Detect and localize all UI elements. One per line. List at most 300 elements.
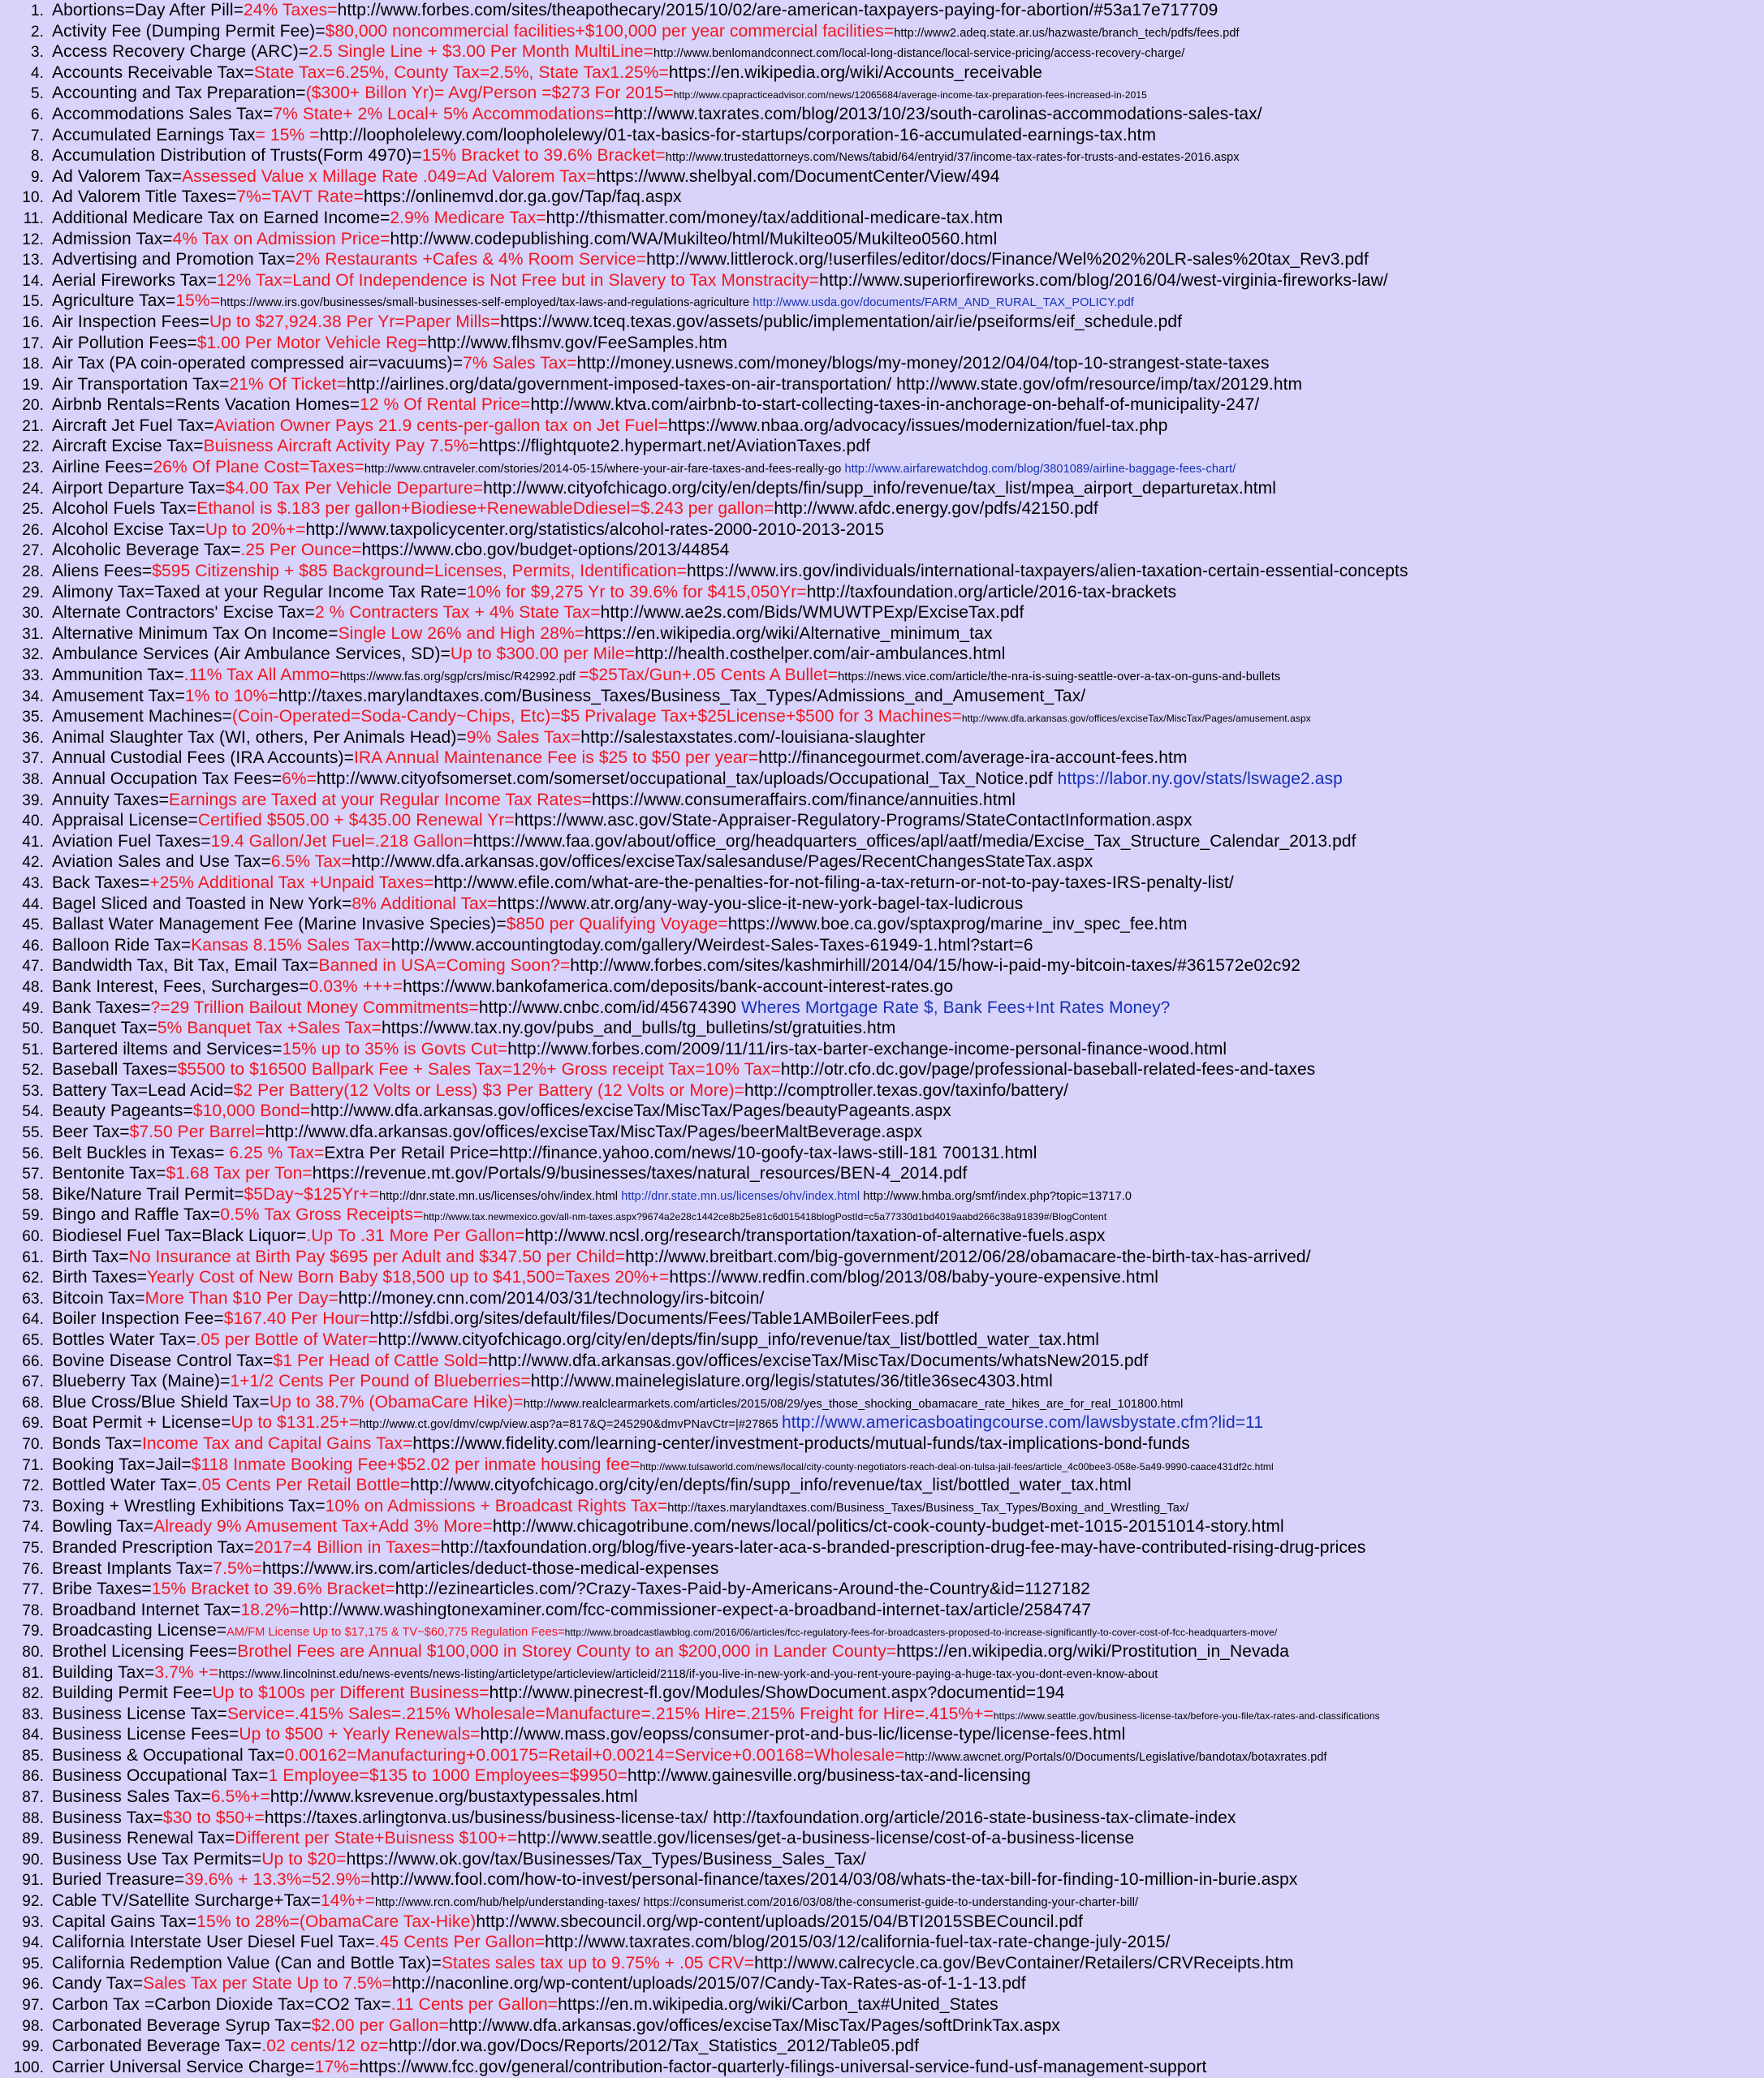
source-link[interactable]: https://en.wikipedia.org/wiki/Accounts_receivable	[668, 63, 1043, 82]
source-link[interactable]: http://loopholelewy.com/loopholelewy/01-tax-basics-for-startups/corporation-16-accumulated-earnings-tax.htm	[319, 125, 1157, 144]
item-text	[52, 1059, 1315, 1080]
source-link[interactable]: https://www.atr.org/any-way-you-slice-it-new-york-bagel-tax-ludicrous	[497, 894, 1024, 913]
source-link[interactable]: http://www.awcnet.org/Portals/0/Documents/Legislative/bandotax/botaxrates.pdf	[904, 1750, 1327, 1764]
list-item	[11, 1890, 1764, 1912]
list-item	[11, 41, 1764, 63]
item-text	[52, 894, 1023, 915]
tax-name-text: Air Transportation Tax=	[52, 374, 230, 394]
tax-rate-text: 0.5% Tax Gross Receipts=	[220, 1205, 424, 1225]
list-item	[11, 1787, 1764, 1808]
tax-name-text: Birth Tax=	[52, 1247, 129, 1266]
item-number: 65.	[22, 1332, 44, 1349]
list-item	[11, 1912, 1764, 1933]
item-number: 30.	[22, 605, 44, 623]
item-number: 88.	[22, 1809, 44, 1827]
tax-rate-text: =$25Tax/Gun+.05 Cents A Bullet=	[579, 666, 839, 684]
source-link[interactable]: http://www.afdc.energy.gov/pdfs/42150.pdf	[774, 499, 1098, 519]
source-link[interactable]: http://www.americasboatingcourse.com/lawsbystate.cfm?lid=11	[781, 1413, 1264, 1433]
item-text	[52, 436, 870, 457]
tax-name-text: Broadband Internet Tax=	[52, 1600, 241, 1619]
source-link[interactable]: https://www.tceq.texas.gov/assets/public/implementation/air/ie/pseiforms/eif_schedule.pdf	[500, 312, 1183, 331]
list-item	[11, 83, 1764, 104]
source-link[interactable]: http://www.trustedattorneys.com/News/tabid/64/entryid/37/income-tax-rates-for-trusts-and-estates-2016.aspx	[665, 151, 1240, 165]
item-text	[52, 1600, 1091, 1621]
source-link[interactable]: http://dnr.state.mn.us/licenses/ohv/index.html	[379, 1189, 622, 1203]
item-number: 53.	[22, 1082, 44, 1100]
tax-entry-list	[11, 0, 1764, 2077]
item-number: 97.	[22, 1997, 44, 2014]
item-text	[52, 498, 1098, 520]
source-link[interactable]: http://www.dfa.arkansas.gov/offices/exciseTax/MiscTax/Documents/whatsNew2015.pdf	[488, 1351, 1149, 1370]
source-link[interactable]: http://www.mass.gov/eopss/consumer-prot-and-bus-lic/license-type/license-fees.html	[480, 1725, 1126, 1744]
source-link[interactable]: http://www.benlomandconnect.com/local-long-distance/local-service-pricing/access-recovery-charge/	[653, 47, 1185, 61]
tax-name-text: Additional Medicare Tax on Earned Income=	[52, 208, 390, 227]
source-link[interactable]: https://www.irs.gov/businesses/small-businesses-self-employed/tax-laws-and-regulations-agriculture	[220, 296, 753, 310]
source-link[interactable]: http://www.forbes.com/sites/theapothecary/2015/10/02/are-american-taxpayers-paying-for-abortion/#53a17e717709	[337, 1, 1218, 19]
tax-rate-text: $5Day~$125Yr+=	[244, 1184, 380, 1204]
item-number: 45.	[22, 916, 44, 934]
tax-rate-text: 15% Bracket to 39.6% Bracket=	[151, 1580, 395, 1599]
item-text	[52, 1724, 1125, 1745]
item-text	[52, 1765, 1031, 1787]
source-link[interactable]: http://thismatter.com/money/tax/additional-medicare-tax.htm	[546, 208, 1003, 227]
tax-name-text: Bitcoin Tax=	[52, 1288, 145, 1308]
list-item	[11, 851, 1764, 873]
item-text	[52, 706, 1311, 727]
tax-name-text: Bonds Tax=	[52, 1433, 142, 1453]
source-link[interactable]: http://naconline.org/wp-content/uploads/2015/07/Candy-Tax-Rates-as-of-1-1-13.pdf	[391, 1974, 1026, 1994]
tax-rate-text: 14%+=	[320, 1891, 375, 1911]
source-link[interactable]: https://www.fas.org/sgp/crs/misc/R42992.pdf	[339, 670, 580, 683]
source-link[interactable]: https://www.asc.gov/State-Appraiser-Regulatory-Programs/StateContactInformation.aspx	[514, 811, 1193, 830]
item-number: 41.	[22, 833, 44, 851]
source-link[interactable]: http://dnr.state.mn.us/licenses/ohv/index.html	[621, 1189, 864, 1203]
list-item	[11, 1267, 1764, 1288]
source-link[interactable]: http://www.efile.com/what-are-the-penalties-for-not-filing-a-tax-return-or-not-to-pay-taxes-IRS-penalty-list/	[433, 873, 1234, 892]
source-link[interactable]: https://labor.ny.gov/stats/lswage2.asp	[1057, 769, 1343, 788]
source-link[interactable]: http://www.taxrates.com/blog/2013/10/23/south-carolinas-accommodations-sales-tax/	[614, 104, 1262, 123]
source-link[interactable]: http://www.rcn.com/hub/help/understanding-taxes/ https://consumerist.com/2016/03/08/the-consumerist-guide-to-understanding-your-charter-bill/	[375, 1896, 1139, 1910]
tax-name-text: Battery Tax=Lead Acid=	[52, 1080, 234, 1100]
item-number: 70.	[22, 1435, 44, 1453]
source-link[interactable]: https://www.boe.ca.gov/sptaxprog/marine_inv_spec_fee.htm	[727, 915, 1188, 934]
item-text	[52, 1455, 1274, 1476]
item-number: 77.	[22, 1581, 44, 1599]
source-link[interactable]: https://www.tax.ny.gov/pubs_and_bulls/tg_bulletins/st/gratuities.htm	[382, 1019, 896, 1038]
source-link[interactable]: http://www.realclearmarkets.com/articles/2015/08/29/yes_those_shocking_obamacare_rate_hikes_are_for_real_101800.html	[523, 1397, 1184, 1411]
tax-name-text: Beauty Pageants=	[52, 1102, 193, 1121]
source-link[interactable]: https://en.wikipedia.org/wiki/Prostitution_in_Nevada	[896, 1641, 1289, 1661]
tax-name-text: Broadcasting License=	[52, 1621, 227, 1640]
source-link[interactable]: http://www.ktva.com/airbnb-to-start-collecting-taxes-in-anchorage-on-behalf-of-municipality-247/	[530, 395, 1260, 415]
source-link[interactable]: http://www.cityofchicago.org/city/en/depts/fin/supp_info/revenue/tax_list/bottled_water_tax.html	[377, 1330, 1100, 1349]
source-link[interactable]: http://www.cityofchicago.org/city/en/depts/fin/supp_info/revenue/tax_list/bottled_water_tax.html	[410, 1476, 1132, 1495]
tax-rate-text: Ethanol is $.183 per gallon+Biodiese+RenewableDdiesel=$.243 per gallon=	[196, 499, 774, 519]
tax-rate-text: 5% Banquet Tax +Sales Tax=	[157, 1019, 382, 1038]
tax-rate-text: IRA Annual Maintenance Fee is $25 to $50 per year=	[353, 748, 759, 768]
source-link[interactable]: http://ezinearticles.com/?Crazy-Taxes-Paid-by-Americans-Around-the-Country&id=1127182	[395, 1580, 1090, 1599]
item-number: 11.	[23, 209, 44, 227]
tax-rate-text: Certified $505.00 + $435.00 Renewal Yr=	[197, 811, 515, 830]
item-number: 26.	[22, 521, 44, 539]
tax-rate-text: 19.4 Gallon/Jet Fuel=.218 Gallon=	[210, 831, 473, 851]
item-number: 8.	[30, 148, 44, 166]
source-link[interactable]: http://www.tax.newmexico.gov/all-nm-taxes.aspx?9674a2e28c1442ce8b25e81c6d015418blogPostId=c5a77330d1bd4019aabd266c38a91839#/BlogContent	[423, 1211, 1107, 1223]
source-link[interactable]: https://www.consumeraffairs.com/finance/annuities.html	[592, 790, 1016, 809]
tax-rate-text: More Than $10 Per Day=	[144, 1288, 339, 1308]
list-item	[11, 291, 1764, 312]
item-number: 5.	[30, 85, 44, 103]
source-link[interactable]: http://www.tulsaworld.com/news/local/city-county-negotiators-reach-deal-on-tulsa-jail-fees/article_4c00bee3-058e-5a49-9990-caace431df2c.html	[640, 1460, 1274, 1472]
item-number: 71.	[22, 1456, 44, 1474]
tax-rate-text: 18.2%=	[240, 1600, 300, 1619]
list-item	[11, 1433, 1764, 1455]
tax-name-text: California Redemption Value (Can and Bottle Tax)=	[52, 1953, 442, 1972]
source-link[interactable]: http://www.flhsmv.gov/FeeSamples.htm	[427, 333, 727, 352]
tax-rate-text: .Up To .31 More Per Gallon=	[306, 1227, 525, 1246]
item-text	[52, 1869, 1298, 1890]
tax-name-text: Belt Buckles in Texas=	[52, 1143, 225, 1162]
tax-rate-text: 2.5 Single Line + $3.00 Per Month MultiLine=	[308, 42, 653, 62]
item-number: 100.	[13, 2059, 44, 2076]
list-item	[11, 498, 1764, 520]
source-link[interactable]: http://www.ct.gov/dmv/cwp/view.asp?a=817&Q=245290&dmvPNavCtr=|#27865	[359, 1418, 782, 1432]
item-text	[52, 21, 1240, 42]
item-number: 49.	[22, 999, 44, 1017]
item-number: 43.	[22, 874, 44, 892]
tax-name-text: Branded Prescription Tax=	[52, 1537, 255, 1557]
item-text	[52, 41, 1184, 63]
source-link[interactable]: http://taxes.marylandtaxes.com/Business_Taxes/Business_Tax_Types/Boxing_and_Wrestling_Tax/	[667, 1501, 1189, 1515]
tax-rate-text: 2.9% Medicare Tax=	[390, 208, 546, 227]
tax-rate-text: Earnings are Taxed at your Regular Income Tax Rates=	[169, 790, 592, 809]
source-link[interactable]: https://revenue.mt.gov/Portals/9/businesses/taxes/natural_resources/BEN-4_2014.pdf	[312, 1164, 968, 1183]
tax-name-text: Air Pollution Fees=	[52, 333, 197, 352]
item-text	[52, 1184, 1132, 1205]
tax-name-text: Blue Cross/Blue Shield Tax=	[52, 1392, 270, 1412]
item-text	[52, 976, 953, 998]
source-link[interactable]: http://financegourmet.com/average-ira-account-fees.htm	[758, 748, 1188, 768]
list-item	[11, 1579, 1764, 1600]
tax-name-text: Boiler Inspection Fee=	[52, 1309, 224, 1329]
source-link[interactable]: https://www.shelbyal.com/DocumentCenter/View/494	[596, 166, 1000, 186]
list-item	[11, 1765, 1764, 1787]
item-number: 37.	[22, 750, 44, 768]
list-item	[11, 457, 1764, 478]
tax-name-text: Ad Valorem Title Taxes=	[52, 188, 237, 207]
tax-name-text: Ballast Water Management Fee (Marine Invasive Species)=	[52, 915, 507, 934]
source-link[interactable]: http://www.dfa.arkansas.gov/offices/exciseTax/MiscTax/Pages/softDrinkTax.aspx	[448, 2015, 1060, 2035]
source-link[interactable]: http://salestaxstates.com/-louisiana-slaughter	[580, 727, 926, 747]
source-link[interactable]: http://www.fool.com/how-to-invest/personal-finance/taxes/2014/03/08/whats-the-tax-bill-for-finding-10-million-in-burie.aspx	[370, 1870, 1298, 1890]
item-number: 1.	[30, 2, 44, 19]
tax-rate-text: 10% for $9,275 Yr to 39.6% for $415,050Yr=	[466, 582, 807, 601]
source-link[interactable]: http://www.ae2s.com/Bids/WMUWTPExp/ExciseTax.pdf	[600, 603, 1024, 623]
item-text	[52, 520, 884, 541]
item-number: 17.	[22, 334, 44, 352]
source-link[interactable]: http://www.littlerock.org/!userfiles/editor/docs/Finance/Wel%202%20LR-sales%20tax_Rev3.pdf	[646, 250, 1369, 269]
item-text	[52, 935, 1033, 956]
item-text	[52, 1704, 1380, 1725]
source-link[interactable]: https://onlinemvd.dor.ga.gov/Tap/faq.aspx	[363, 188, 682, 207]
tax-name-text: Carbonated Beverage Syrup Tax=	[52, 2015, 312, 2035]
source-link[interactable]: http://www.cntraveler.com/stories/2014-05-15/where-your-air-fare-taxes-and-fees-really-go	[364, 463, 845, 476]
source-link[interactable]: https://www.fidelity.com/learning-center/investment-products/mutual-funds/tax-implications-bond-funds	[412, 1433, 1190, 1453]
source-link[interactable]: https://www.irs.com/articles/deduct-those-medical-expenses	[261, 1558, 719, 1578]
source-link[interactable]: http://www.ksrevenue.org/bustaxtypessales.html	[270, 1787, 638, 1807]
source-link[interactable]: https://flightquote2.hypermart.net/AviationTaxes.pdf	[478, 437, 871, 456]
item-number: 29.	[22, 584, 44, 601]
tax-rate-text: 6.5% Tax=	[270, 852, 352, 872]
tax-rate-text: States sales tax up to 9.75% + .05 CRV=	[441, 1953, 755, 1972]
tax-rate-text: 15% to 28%=(ObamaCare Tax-Hike)	[196, 1912, 477, 1931]
list-item	[11, 1662, 1764, 1684]
source-link[interactable]: https://www.nbaa.org/advocacy/issues/modernization/fuel-tax.php	[667, 416, 1168, 435]
source-link[interactable]: http://www.forbes.com/2009/11/11/irs-tax-barter-exchange-income-personal-finance-wood.html	[507, 1039, 1227, 1058]
tax-rate-text: 4% Tax on Admission Price=	[172, 229, 390, 248]
item-text	[52, 831, 1356, 852]
list-item	[11, 1516, 1764, 1537]
source-link[interactable]: http://www2.adeq.state.ar.us/hazwaste/branch_tech/pdfs/fees.pdf	[894, 26, 1240, 40]
tax-name-text: Annuity Taxes=	[52, 790, 170, 809]
source-link[interactable]: http://www.chicagotribune.com/news/local/politics/ct-cook-county-budget-met-1015-20151014-story.html	[492, 1517, 1284, 1537]
source-link[interactable]: https://www.fcc.gov/general/contribution-factor-quarterly-filings-universal-service-fund-usf-management-support	[359, 2057, 1207, 2076]
item-text	[52, 394, 1259, 416]
source-link[interactable]: http://www.superiorfireworks.com/blog/2016/04/west-virginia-fireworks-law/	[819, 270, 1388, 290]
list-item	[11, 478, 1764, 499]
item-number: 46.	[22, 937, 44, 955]
tax-name-text: Air Tax (PA coin-operated compressed air=vacuums)=	[52, 354, 464, 373]
source-link[interactable]: http://www.mainelegislature.org/legis/statutes/36/title36sec4303.html	[530, 1372, 1053, 1391]
tax-name-text: Booking Tax=Jail=	[52, 1455, 192, 1474]
list-item	[11, 1537, 1764, 1558]
source-link[interactable]: https://www.redfin.com/blog/2013/08/baby-youre-expensive.html	[669, 1268, 1159, 1287]
item-number: 12.	[22, 231, 44, 248]
list-item	[11, 727, 1764, 748]
source-link[interactable]: https://www.seattle.gov/business-license-tax/before-you-file/tax-rates-and-classifications	[993, 1709, 1380, 1722]
tax-name-text: Bingo and Raffle Tax=	[52, 1205, 221, 1225]
source-link[interactable]: https://taxes.arlingtonva.us/business/business-license-tax/ http://taxfoundation.org/article/2016-state-business-tax-climate-index	[264, 1808, 1236, 1827]
tax-name-text: Amusement Machines=	[52, 707, 232, 726]
list-item	[11, 1641, 1764, 1662]
source-link[interactable]: http://www.cityofsomerset.com/somerset/occupational_tax/uploads/Occupational_Tax_Notice.pdf	[317, 769, 1058, 788]
tax-rate-text: 39.6% + 13.3%=52.9%=	[184, 1870, 371, 1890]
item-text	[52, 1392, 1183, 1413]
tax-name-text: Agriculture Tax=	[52, 291, 176, 311]
tax-rate-text: 21% Of Ticket=	[229, 374, 347, 394]
list-item	[11, 810, 1764, 831]
source-link[interactable]: http://www.broadcastlawblog.com/2016/06/articles/fcc-regulatory-fees-for-broadcasters-proposed-to-increase-significantly-to-cover-cost-of-fcc-headquarters-move/	[564, 1627, 1278, 1639]
item-number: 95.	[22, 1955, 44, 1972]
source-link[interactable]: http://www.seattle.gov/licenses/get-a-business-license/cost-of-a-business-license	[517, 1829, 1135, 1848]
source-link[interactable]: http://otr.cfo.dc.gov/page/professional-baseball-related-fees-and-taxes	[780, 1060, 1316, 1080]
item-number: 59.	[22, 1207, 44, 1225]
source-link[interactable]: http://www.accountingtoday.com/gallery/Weirdest-Sales-Taxes-61949-1.html?start=6	[390, 935, 1033, 955]
source-link[interactable]: http://taxes.marylandtaxes.com/Business_Taxes/Business_Tax_Types/Admissions_and_Amusement_Tax/	[278, 686, 1086, 705]
source-link[interactable]: http://www.dfa.arkansas.gov/offices/exciseTax/salesanduse/Pages/RecentChangesStateTax.aspx	[352, 852, 1093, 872]
list-item	[11, 21, 1764, 42]
item-number: 73.	[22, 1498, 44, 1515]
item-number: 52.	[22, 1062, 44, 1080]
item-text	[52, 1641, 1289, 1662]
list-item	[11, 1496, 1764, 1517]
source-link[interactable]: https://news.vice.com/article/the-nra-is-suing-seattle-over-a-tax-on-guns-and-bullets	[838, 670, 1281, 683]
item-number: 31.	[22, 625, 44, 643]
tax-rate-text: State Tax=6.25%, County Tax=2.5%, State Tax1.25%=	[253, 63, 669, 82]
tax-name-text: Candy Tax=	[52, 1974, 144, 1994]
source-link[interactable]: http://www.taxrates.com/blog/2015/03/12/california-fuel-tax-rate-change-july-2015/	[545, 1933, 1171, 1952]
list-item	[11, 1600, 1764, 1621]
tax-rate-text: $7.50 Per Barrel=	[129, 1123, 265, 1142]
source-link[interactable]: http://www.usda.gov/documents/FARM_AND_RURAL_TAX_POLICY.pdf	[753, 296, 1134, 310]
tax-rate-text: 15% up to 35% is Govts Cut=	[282, 1039, 508, 1058]
source-link[interactable]: http://www.gainesville.org/business-tax-and-licensing	[628, 1766, 1031, 1786]
source-link[interactable]: http://comptroller.texas.gov/taxinfo/battery/	[744, 1080, 1069, 1100]
source-link[interactable]: http://dor.wa.gov/Docs/Reports/2012/Tax_Statistics_2012/Table05.pdf	[388, 2037, 920, 2056]
list-item	[11, 1704, 1764, 1725]
source-link[interactable]: http://www.ncsl.org/research/transportation/taxation-of-alternative-fuels.aspx	[524, 1227, 1106, 1246]
source-link[interactable]: https://www.cbo.gov/budget-options/2013/44854	[361, 541, 730, 560]
source-link[interactable]: http://www.airfarewatchdog.com/blog/3801089/airline-baggage-fees-chart/	[844, 463, 1236, 476]
source-link[interactable]: http://www.cityofchicago.org/city/en/depts/fin/supp_info/revenue/tax_list/mpea_airport_departuretax.html	[483, 478, 1277, 498]
source-link[interactable]: http://www.codepublishing.com/WA/Mukilteo/html/Mukilteo05/Mukilteo0560.html	[390, 229, 998, 248]
tax-rate-text: (Coin-Operated=Soda-Candy~Chips, Etc)=$5 Privalage Tax+$25License+$500 for 3 Machines=	[231, 707, 962, 726]
item-text	[52, 1205, 1106, 1226]
source-link[interactable]: http://www.cpapracticeadvisor.com/news/12065684/average-income-tax-preparation-fees-increased-in-2015	[673, 89, 1147, 101]
tax-rate-text: 26% Of Plane Cost=Taxes=	[153, 458, 364, 477]
tax-rate-text: 6.25 % Tax=	[224, 1143, 325, 1162]
item-text	[52, 1143, 1037, 1164]
source-link[interactable]: https://www.lincolninst.edu/news-events/news-listing/articletype/articleview/articleid/2118/if-you-live-in-new-york-and-you-rent-youre-paying-a-huge-tax-you-dont-even-know-about	[218, 1667, 1158, 1681]
list-item	[11, 976, 1764, 998]
source-link[interactable]: http://www.cnbc.com/id/45674390	[478, 998, 741, 1017]
item-number: 40.	[22, 813, 44, 830]
source-link[interactable]: http://www.washingtonexaminer.com/fcc-commissioner-expect-a-broadband-internet-tax/article/2584747	[299, 1600, 1092, 1619]
source-link[interactable]: http://www.breitbart.com/big-government/2012/06/28/obamacare-the-birth-tax-has-arrived/	[625, 1247, 1311, 1266]
source-link[interactable]: http://www.taxpolicycenter.org/statistics/alcohol-rates-2000-2010-2013-2015	[305, 520, 885, 539]
tax-rate-text: Up to $131.25+=	[231, 1413, 360, 1433]
item-number: 56.	[22, 1145, 44, 1162]
item-text	[52, 1849, 866, 1870]
list-item	[11, 1205, 1764, 1226]
list-item	[11, 1620, 1764, 1641]
item-text	[52, 1101, 951, 1122]
item-text	[52, 1330, 1099, 1351]
list-item	[11, 894, 1764, 915]
item-text	[52, 914, 1188, 935]
item-text	[52, 873, 1234, 894]
item-text	[52, 187, 682, 208]
item-number: 93.	[22, 1913, 44, 1931]
tax-name-text: Business Use Tax Permits=	[52, 1849, 262, 1869]
source-link[interactable]: https://www.ok.gov/tax/Businesses/Tax_Types/Business_Sales_Tax/	[346, 1849, 866, 1869]
list-item	[11, 1371, 1764, 1392]
list-item	[11, 394, 1764, 416]
tax-rate-text: 0.03% +++=	[308, 976, 403, 996]
source-link[interactable]: http://www.calrecycle.ca.gov/BevContainer/Retailers/CRVReceipts.htm	[754, 1953, 1294, 1972]
item-number: 34.	[22, 688, 44, 705]
tax-rate-text: $2.00 per Gallon=	[311, 2015, 449, 2035]
source-link[interactable]: http://www.dfa.arkansas.gov/offices/exciseTax/MiscTax/Pages/beerMaltBeverage.aspx	[265, 1123, 923, 1142]
list-item	[11, 312, 1764, 333]
tax-name-text: Activity Fee (Dumping Permit Fee)=	[52, 21, 326, 41]
tax-rate-text: .05 per Bottle of Water=	[196, 1330, 378, 1349]
source-link[interactable]: http://www.pinecrest-fl.gov/Modules/ShowDocument.aspx?documentid=194	[489, 1684, 1065, 1703]
list-item	[11, 582, 1764, 603]
source-link[interactable]: https://www.irs.gov/individuals/international-taxpayers/alien-taxation-certain-essential-concepts	[686, 562, 1408, 581]
tax-name-text: Air Inspection Fees=	[52, 312, 210, 331]
item-number: 99.	[22, 2038, 44, 2056]
list-item	[11, 1392, 1764, 1413]
source-link[interactable]: http://sfdbi.org/sites/default/files/Documents/Fees/Table1AMBoilerFees.pdf	[369, 1309, 939, 1329]
source-link[interactable]: https://www.faa.gov/about/office_org/headquarters_offices/apl/aatf/media/Excise_Tax_Structure_Calendar_2013.pdf	[472, 831, 1356, 851]
list-item	[11, 955, 1764, 976]
tax-name-text: Carbon Tax =Carbon Dioxide Tax=CO2 Tax=	[52, 1995, 391, 2014]
tax-rate-text: Up to $27,924.38 Per Yr=Paper Mills=	[209, 312, 501, 331]
tax-rate-text: 2% Restaurants +Cafes & 4% Room Service=	[295, 250, 647, 269]
tax-name-text: Accounts Receivable Tax=	[52, 63, 254, 82]
source-link[interactable]: http://money.cnn.com/2014/03/31/technology/irs-bitcoin/	[338, 1288, 765, 1308]
item-text	[52, 727, 925, 748]
tax-rate-text: 15% Bracket to 39.6% Bracket=	[421, 146, 666, 166]
item-number: 10.	[22, 189, 44, 207]
item-text	[52, 1226, 1106, 1247]
tax-name-text: Business Renewal Tax=	[52, 1829, 235, 1848]
tax-name-text: Aviation Sales and Use Tax=	[52, 852, 271, 872]
item-text	[52, 229, 997, 250]
tax-rate-text: .11 Cents per Gallon=	[390, 1995, 559, 2014]
item-text	[52, 1620, 1277, 1641]
source-link[interactable]: http://www.sbecouncil.org/wp-content/uploads/2015/04/BTI2015SBECouncil.pdf	[476, 1912, 1083, 1931]
item-text	[52, 1475, 1132, 1496]
item-text	[52, 478, 1276, 499]
source-link[interactable]: http://www.hmba.org/smf/index.php?topic=13717.0	[863, 1189, 1132, 1203]
list-item	[11, 1247, 1764, 1268]
source-link[interactable]: http://www.dfa.arkansas.gov/offices/exciseTax/MiscTax/Pages/amusement.aspx	[961, 713, 1311, 725]
tax-name-text: Alternative Minimum Tax On Income=	[52, 623, 339, 643]
source-link[interactable]: http://www.forbes.com/sites/kashmirhill/2014/04/15/how-i-paid-my-bitcoin-taxes/#361572e02c92	[570, 956, 1301, 976]
tax-name-text: Bank Taxes=	[52, 998, 151, 1017]
tax-name-text: Business Tax=	[52, 1808, 163, 1827]
source-link[interactable]: http://health.costhelper.com/air-ambulances.html	[634, 645, 1006, 664]
source-link[interactable]: https://en.m.wikipedia.org/wiki/Carbon_tax#United_States	[558, 1995, 998, 2014]
item-text	[52, 1163, 967, 1184]
tax-name-text: Aircraft Jet Fuel Tax=	[52, 416, 214, 435]
source-link[interactable]: http://money.usnews.com/money/blogs/my-money/2012/04/04/top-10-strangest-state-taxes	[576, 354, 1270, 373]
source-link[interactable]: http://airlines.org/data/government-imposed-taxes-on-air-transportation/ http://www.state.gov/ofm/resource/imp/tax/20129.htm	[346, 374, 1303, 394]
list-item	[11, 602, 1764, 623]
tax-rate-text: 24% Taxes=	[243, 1, 338, 19]
tax-rate-text: Single Low 26% and High 28%=	[338, 623, 585, 643]
item-number: 57.	[22, 1166, 44, 1183]
tax-rate-text: $1.68 Tax per Ton=	[166, 1164, 313, 1183]
item-number: 85.	[22, 1747, 44, 1765]
item-text	[52, 1912, 1083, 1933]
list-item	[11, 2015, 1764, 2037]
source-link[interactable]: http://taxfoundation.org/article/2016-tax-brackets	[806, 582, 1177, 601]
source-link[interactable]: http://taxfoundation.org/blog/five-years-later-aca-s-branded-prescription-drug-fee-may-have-contributed-rising-drug-prices	[440, 1537, 1366, 1557]
tax-name-text: Advertising and Promotion Tax=	[52, 250, 295, 269]
source-link: Wheres Mortgage Rate $, Bank Fees+Int Rates Money?	[740, 998, 1171, 1017]
tax-rate-text: +25% Additional Tax +Unpaid Taxes=	[149, 873, 434, 892]
item-text	[52, 1516, 1284, 1537]
tax-name-text: Aliens Fees=	[52, 562, 153, 581]
source-link[interactable]: http://www.dfa.arkansas.gov/offices/exciseTax/MiscTax/Pages/beautyPageants.aspx	[310, 1102, 951, 1121]
source-link[interactable]: https://en.wikipedia.org/wiki/Alternative_minimum_tax	[584, 623, 993, 643]
item-text	[52, 1018, 895, 1039]
source-link[interactable]: https://www.bankofamerica.com/deposits/bank-account-interest-rates.go	[403, 976, 954, 996]
item-number: 50.	[22, 1020, 44, 1038]
